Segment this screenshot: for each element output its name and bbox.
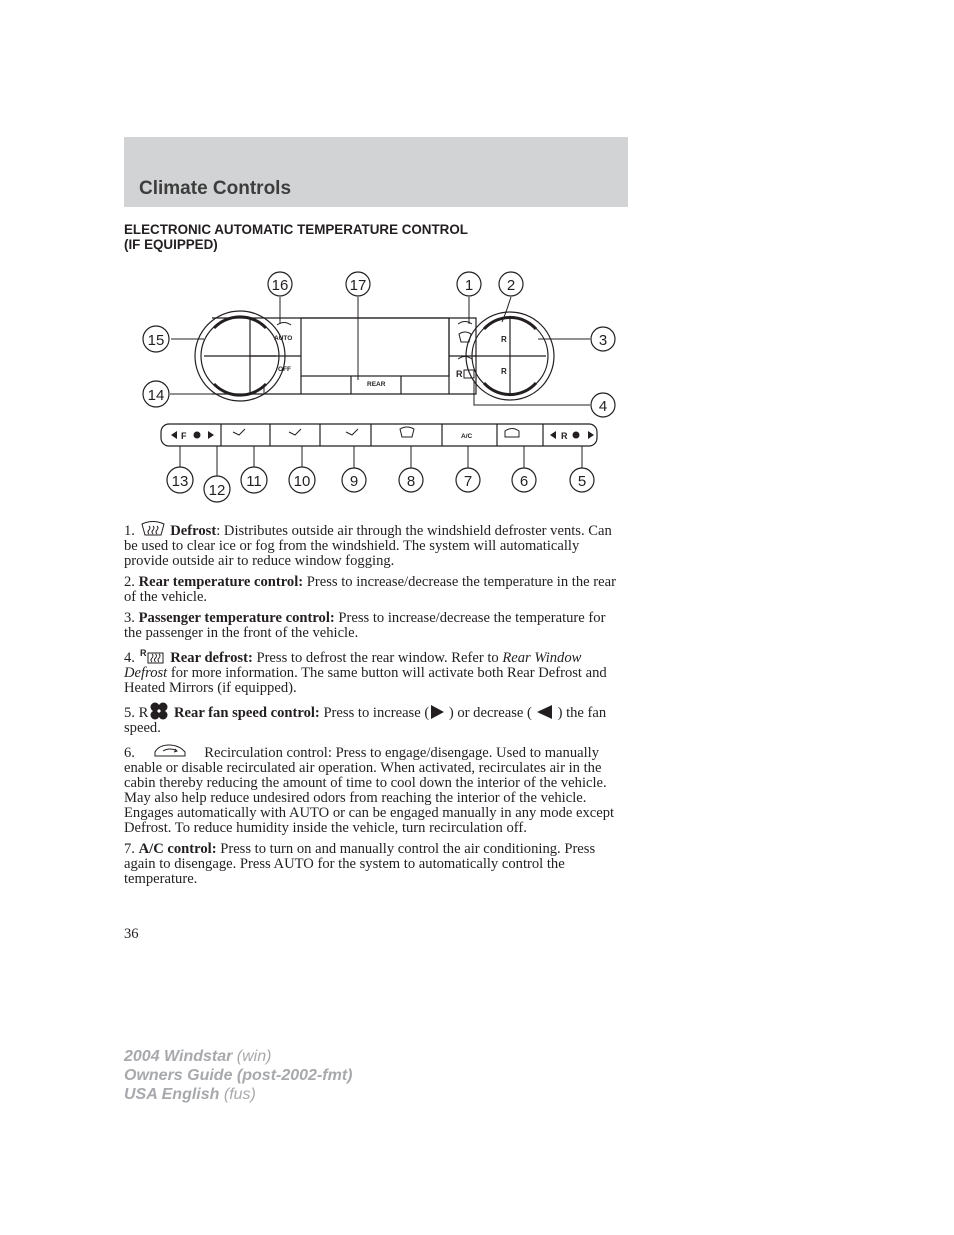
dial-r-label-upper: R: [501, 335, 507, 344]
rear-fan-increase-icon: [588, 431, 594, 439]
callout-3: 3: [598, 332, 608, 349]
front-fan-decrease-icon: [171, 431, 177, 439]
front-fan-increase-icon: [208, 431, 214, 439]
subheading: [124, 222, 468, 252]
callout-17: 17: [349, 277, 367, 294]
off-label: OFF: [278, 366, 291, 373]
subheading-line-2: (IF EQUIPPED): [124, 237, 218, 252]
front-fan-icon: [194, 432, 201, 439]
rear-label: REAR: [367, 381, 386, 388]
windshield-defrost-icon: [139, 520, 167, 538]
svg-text:R: R: [139, 648, 147, 658]
item-6: 6. Recirculation control: Press to engage/disengage. Used to manually enable or disable recirculated air operation. When activated, recirculates air in the cabin thereby reducing the amount of time to cool down the interior of the vehicle. May also help reduce undesired odors from reaching the interior of the vehicle. Engages automatically with AUTO or can be engaged manually in any mode except Defrost. To reduce humidity inside the vehicle, turn recirculation off.: [124, 742, 626, 836]
floor-defrost-mode-icon: [346, 429, 358, 435]
callout-14: 14: [147, 387, 165, 404]
item-1: 1. Defrost: Distributes outside air through the windshield defroster vents. Can be used to clear ice or fog from the windshield. The system will automatically provide outside air to reduce window fogging.: [124, 520, 626, 569]
callout-10: 10: [293, 473, 311, 490]
climate-control-diagram: [124, 262, 624, 507]
auto-label: AUTO: [274, 335, 293, 342]
item-3: 3. Passenger temperature control: Press to increase/decrease the temperature for the passenger in the front of the vehicle.: [124, 610, 606, 641]
decrease-arrow-icon: [532, 704, 554, 720]
item-7: 7. A/C control: Press to turn on and manually control the air conditioning. Press again to disengage. Press AUTO for the system to automatically control the temperature.: [124, 841, 596, 887]
rear-defrost-icon: [139, 647, 167, 665]
rear-fan-decrease-icon: [550, 431, 556, 439]
rear-fan-r-label: R: [561, 431, 568, 441]
ac-label: A/C: [461, 433, 473, 440]
floor-mode-icon: [289, 429, 301, 435]
button-strip: [161, 424, 597, 446]
callout-1: 1: [464, 277, 474, 294]
increase-arrow-icon: [429, 704, 445, 720]
defrost-mode-icon: [400, 427, 414, 437]
rear-defrost-r-label: R: [456, 369, 463, 379]
defrost-indicator-icon: [458, 322, 472, 325]
page-number: 36: [124, 926, 139, 942]
callout-6: 6: [519, 473, 529, 490]
item-5: 5. R Rear fan speed control: Press to increase ( ) or decrease ( ) the fan speed.: [124, 702, 626, 736]
callout-12: 12: [208, 482, 226, 499]
callout-5: 5: [577, 473, 587, 490]
rear-defrost-indicator-icon: [458, 357, 472, 360]
subheading-line-1: ELECTRONIC AUTOMATIC TEMPERATURE CONTROL: [124, 222, 468, 237]
rear-fan-icon: [573, 432, 580, 439]
recirc-button-icon: [505, 429, 519, 438]
callout-2: 2: [506, 277, 516, 294]
callout-11: 11: [246, 473, 262, 490]
panel-mode-icon: [233, 429, 245, 435]
item-4: 4. R Rear defrost: Press to defrost the rear window. Refer to Rear Window Defrost for more information. The same button will activate both Rear Defrost and Heated Mirrors (if equipped).: [124, 648, 607, 696]
item-2: 2. Rear temperature control: Press to increase/decrease the temperature in the rear of the vehicle.: [124, 574, 616, 605]
dial-r-label-lower: R: [501, 367, 507, 376]
display-window: [301, 318, 449, 376]
callout-9: 9: [349, 473, 359, 490]
auto-indicator-icon: [277, 323, 291, 326]
callout-16: 16: [271, 277, 289, 294]
front-fan-f-label: F: [181, 431, 187, 441]
section-title: Climate Controls: [139, 178, 292, 199]
rear-window-defrost-reference: Rear Window Defrost: [124, 650, 582, 681]
recirculation-icon: [139, 742, 201, 760]
callout-4: 4: [598, 398, 608, 415]
panel-defrost-icon: [459, 332, 471, 342]
callout-13: 13: [171, 473, 189, 490]
callout-8: 8: [406, 473, 416, 490]
item-list: [124, 520, 626, 893]
footer: 2004 Windstar (win) Owners Guide (post-2002-fmt) USA English (fus): [124, 1048, 353, 1103]
callout-7: 7: [463, 473, 473, 490]
fan-icon: [148, 702, 170, 720]
callout-15: 15: [147, 332, 165, 349]
